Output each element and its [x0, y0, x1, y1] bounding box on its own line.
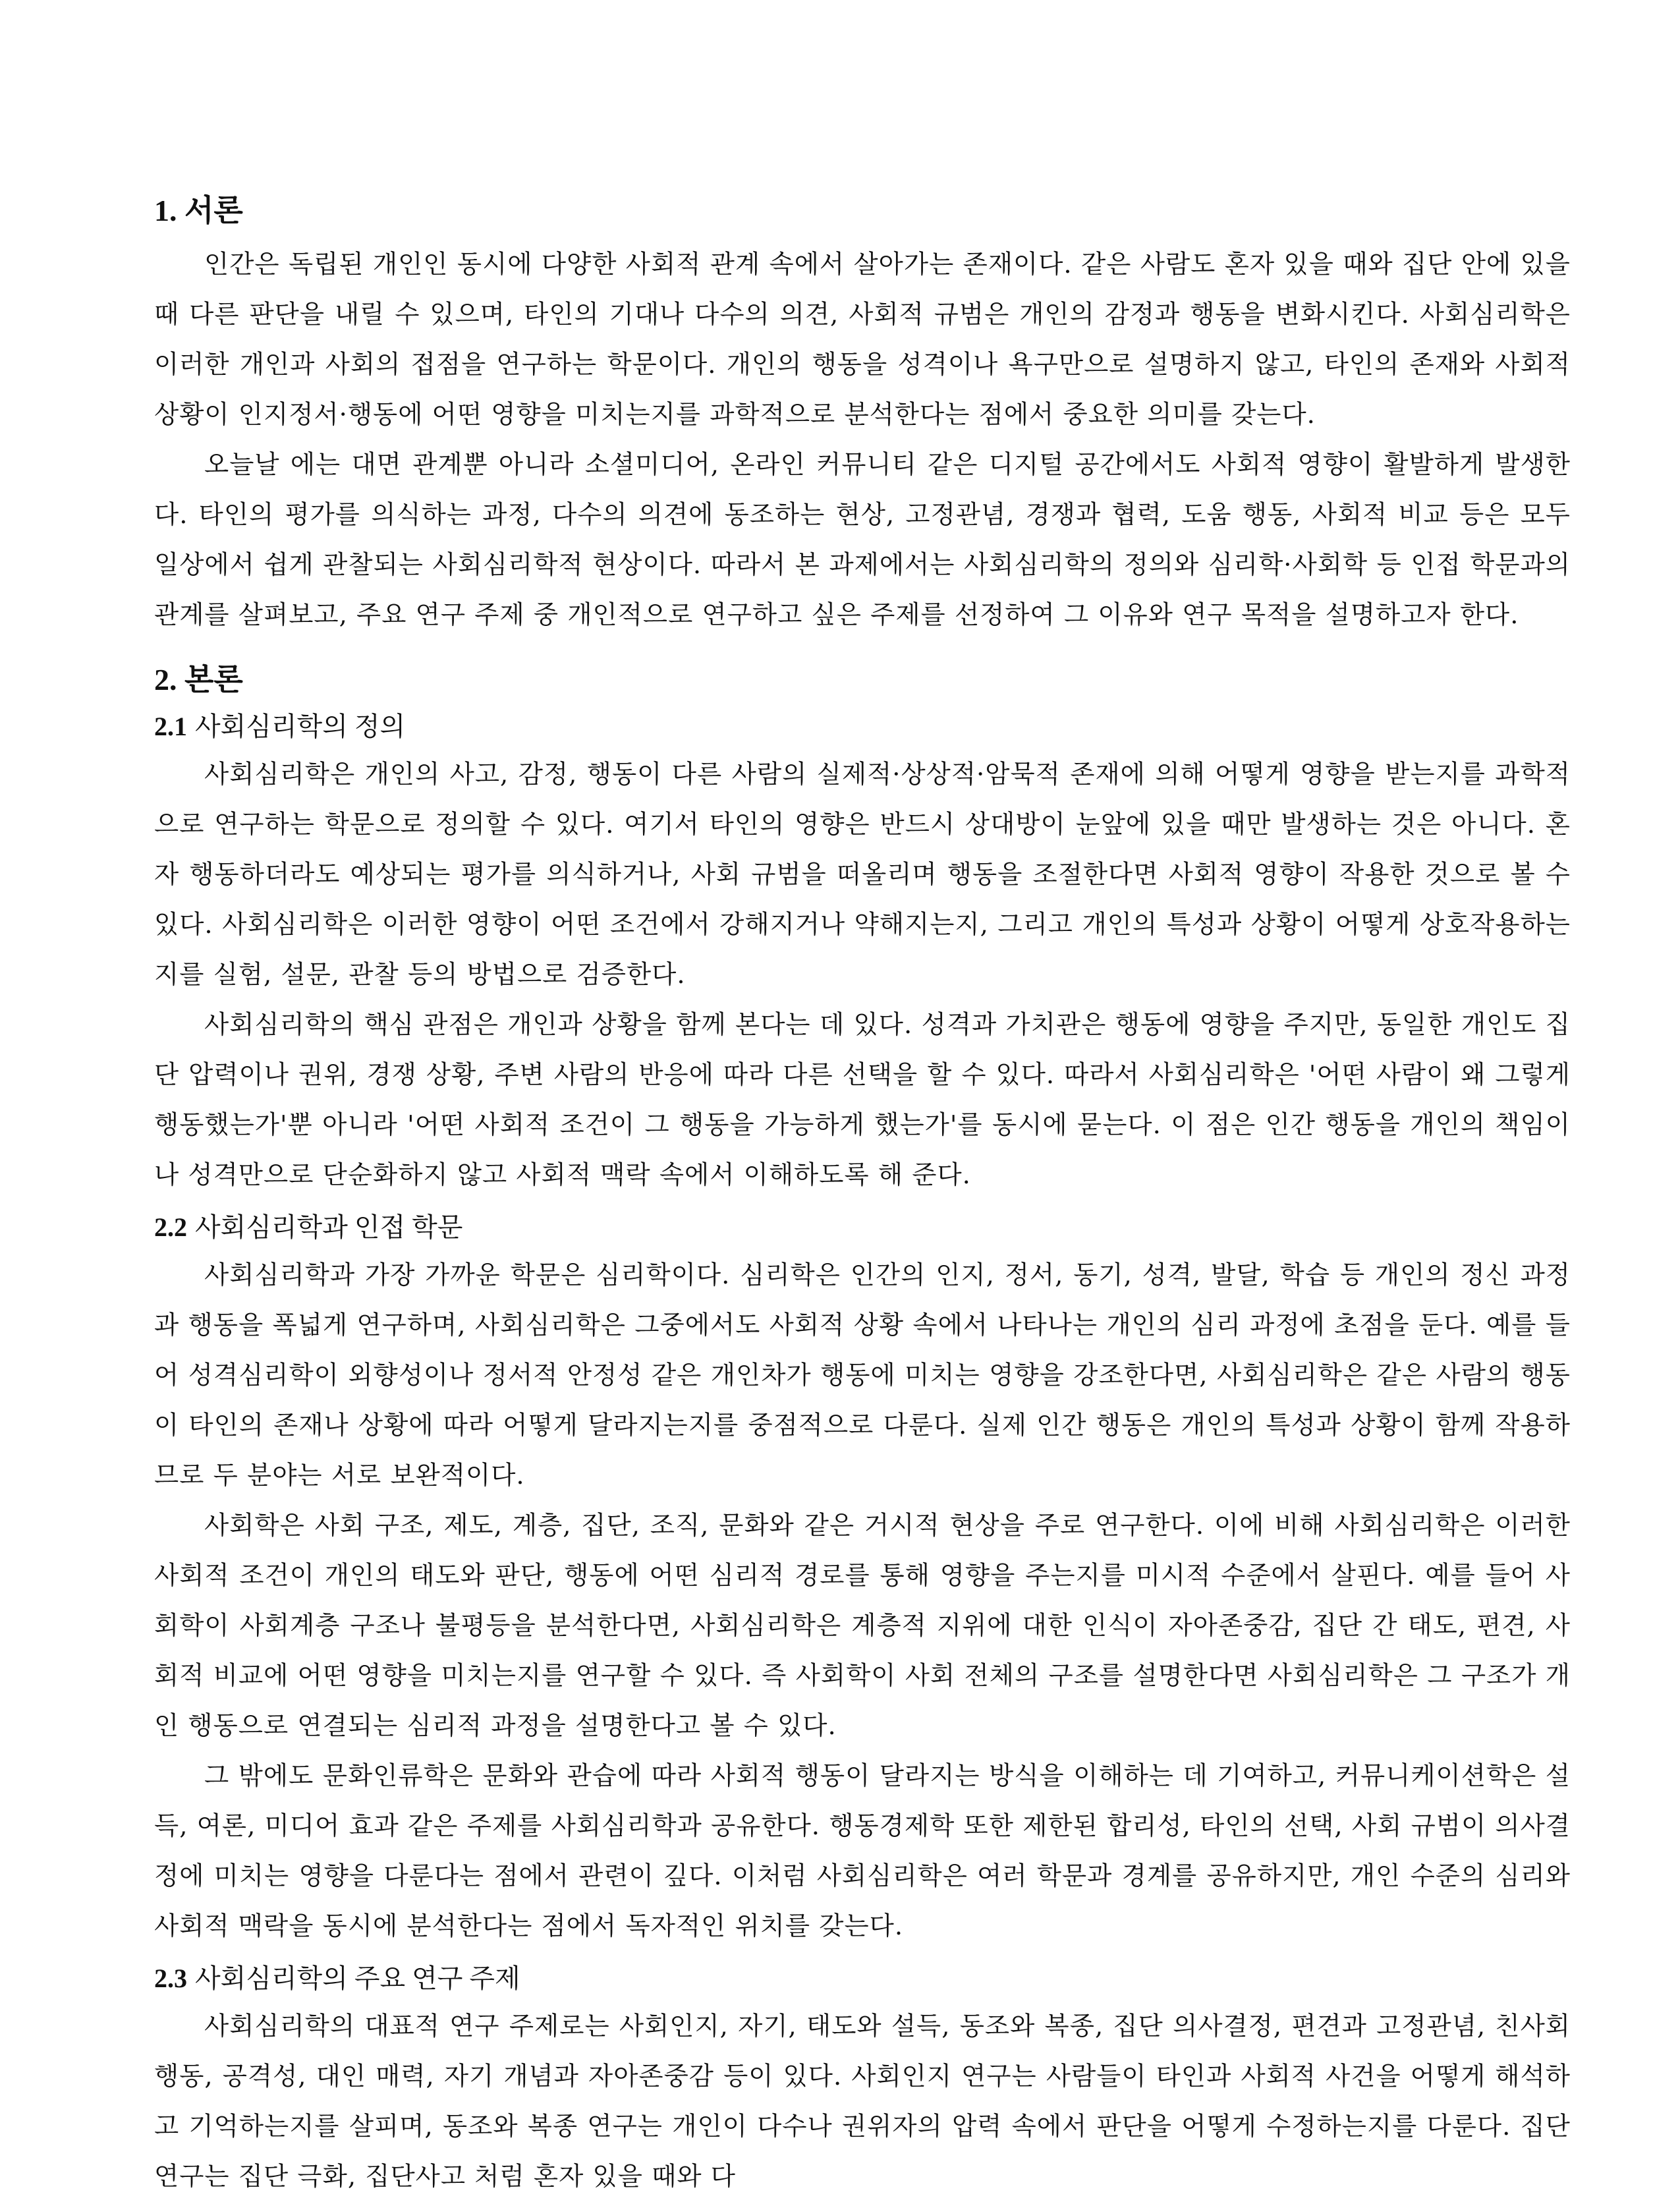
subsection-title: 사회심리학과 인접 학문 [195, 1212, 463, 1242]
document-body [154, 191, 1571, 2202]
subsection-number: 2.1 [154, 712, 187, 741]
section-title-introduction: 1. 서론 [154, 194, 243, 227]
paragraph: 사회심리학의 대표적 연구 주제로는 사회인지, 자기, 태도와 설득, 동조와 복종, 집단 의사결정, 편견과 고정관념, 친사회 행동, 공격성, 대인 매력, 자기 개념과 자아존중감 등이 있다. 사회인지 연구는 사람들이 타인과 사회적 사건을 어떻게 해석하고 기억하는지를 살피며, 동조와 복종 연구는 개인이 다수나 권위자의 압력 속에서 판단을 어떻게 수정하는지를 다룬다. 집단 연구는 집단 극화, 집단사고 처럼 혼자 있을 때와 다 [154, 2012, 1571, 2191]
section-title-main-body: 2. 본론 [154, 663, 243, 696]
subsection-heading [154, 709, 1571, 745]
subsection-number: 2.2 [154, 1212, 187, 1242]
subsection-number: 2.3 [154, 1963, 187, 1993]
subsection-heading [154, 1961, 1571, 1996]
paragraph: 사회심리학의 핵심 관점은 개인과 상황을 함께 본다는 데 있다. 성격과 가치관은 행동에 영향을 주지만, 동일한 개인도 집단 압력이나 권위, 경쟁 상황, 주변 사람의 반응에 따라 다른 선택을 할 수 있다. 따라서 사회심리학은 '어떤 사람이 왜 그렇게 행동했는가'뿐 아니라 '어떤 사회적 조건이 그 행동을 가능하게 했는가'를 동시에 묻는다. 이 점은 인간 행동을 개인의 책임이나 성격만으로 단순화하지 않고 사회적 맥락 속에서 이해하도록 해 준다. [154, 1010, 1571, 1190]
paragraph: 인간은 독립된 개인인 동시에 다양한 사회적 관계 속에서 살아가는 존재이다. 같은 사람도 혼자 있을 때와 집단 안에 있을 때 다른 판단을 내릴 수 있으며, 타인의 기대나 다수의 의견, 사회적 규범은 개인의 감정과 행동을 변화시킨다. 사회심리학은 이러한 개인과 사회의 접점을 연구하는 학문이다. 개인의 행동을 성격이나 욕구만으로 설명하지 않고, 타인의 존재와 사회적 상황이 인지정서·행동에 어떤 영향을 미치는지를 과학적으로 분석한다는 점에서 중요한 의미를 갖는다. [154, 250, 1571, 430]
subsection-title: 사회심리학의 주요 연구 주제 [195, 1963, 520, 1993]
paragraph: 사회심리학과 가장 가까운 학문은 심리학이다. 심리학은 인간의 인지, 정서, 동기, 성격, 발달, 학습 등 개인의 정신 과정과 행동을 폭넓게 연구하며, 사회심리학은 그중에서도 사회적 상황 속에서 나타나는 개인의 심리 과정에 초점을 둔다. 예를 들어 성격심리학이 외향성이나 정서적 안정성 같은 개인차가 행동에 미치는 영향을 강조한다면, 사회심리학은 같은 사람의 행동이 타인의 존재나 상황에 따라 어떻게 달라지는지를 중점적으로 다룬다. 실제 인간 행동은 개인의 특성과 상황이 함께 작용하므로 두 분야는 서로 보완적이다. [154, 1260, 1571, 1490]
paragraph: 사회심리학은 개인의 사고, 감정, 행동이 다른 사람의 실제적·상상적·암묵적 존재에 의해 어떻게 영향을 받는지를 과학적으로 연구하는 학문으로 정의할 수 있다. 여기서 타인의 영향은 반드시 상대방이 눈앞에 있을 때만 발생하는 것은 아니다. 혼자 행동하더라도 예상되는 평가를 의식하거나, 사회 규범을 떠올리며 행동을 조절한다면 사회적 영향이 작용한 것으로 볼 수 있다. 사회심리학은 이러한 영향이 어떤 조건에서 강해지거나 약해지는지, 그리고 개인의 특성과 상황이 어떻게 상호작용하는지를 실험, 설문, 관찰 등의 방법으로 검증한다. [154, 760, 1571, 990]
paragraph: 오늘날 에는 대면 관계뿐 아니라 소셜미디어, 온라인 커뮤니티 같은 디지털 공간에서도 사회적 영향이 활발하게 발생한다. 타인의 평가를 의식하는 과정, 다수의 의견에 동조하는 현상, 고정관념, 경쟁과 협력, 도움 행동, 사회적 비교 등은 모두 일상에서 쉽게 관찰되는 사회심리학적 현상이다. 따라서 본 과제에서는 사회심리학의 정의와 심리학·사회학 등 인접 학문과의 관계를 살펴보고, 주요 연구 주제 중 개인적으로 연구하고 싶은 주제를 선정하여 그 이유와 연구 목적을 설명하고자 한다. [154, 450, 1571, 630]
paragraph: 그 밖에도 문화인류학은 문화와 관습에 따라 사회적 행동이 달라지는 방식을 이해하는 데 기여하고, 커뮤니케이션학은 설득, 여론, 미디어 효과 같은 주제를 사회심리학과 공유한다. 행동경제학 또한 제한된 합리성, 타인의 선택, 사회 규범이 의사결정에 미치는 영향을 다룬다는 점에서 관련이 깊다. 이처럼 사회심리학은 여러 학문과 경계를 공유하지만, 개인 수준의 심리와 사회적 맥락을 동시에 분석한다는 점에서 독자적인 위치를 갖는다. [154, 1761, 1571, 1941]
paragraph: 사회학은 사회 구조, 제도, 계층, 집단, 조직, 문화와 같은 거시적 현상을 주로 연구한다. 이에 비해 사회심리학은 이러한 사회적 조건이 개인의 태도와 판단, 행동에 어떤 심리적 경로를 통해 영향을 주는지를 미시적 수준에서 살핀다. 예를 들어 사회학이 사회계층 구조나 불평등을 분석한다면, 사회심리학은 계층적 지위에 대한 인식이 자아존중감, 집단 간 태도, 편견, 사회적 비교에 어떤 영향을 미치는지를 연구할 수 있다. 즉 사회학이 사회 전체의 구조를 설명한다면 사회심리학은 그 구조가 개인 행동으로 연결되는 심리적 과정을 설명한다고 볼 수 있다. [154, 1511, 1571, 1741]
subsection-title: 사회심리학의 정의 [195, 712, 406, 741]
subsection-heading [154, 1210, 1571, 1245]
